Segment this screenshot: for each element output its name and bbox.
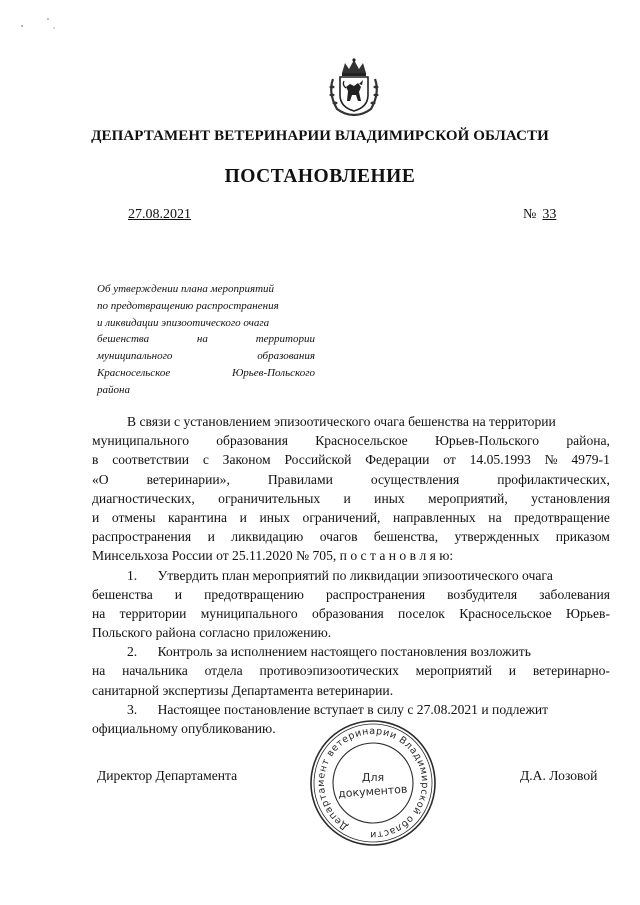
subject-word: бешенства [97, 333, 150, 346]
body-word: Красносельское [315, 433, 408, 449]
body-line [92, 585, 610, 604]
body-word: образования [312, 605, 384, 621]
body-word: приказом [555, 529, 610, 545]
document-type: ПОСТАНОВЛЕНИЕ [224, 166, 416, 187]
body-line [92, 623, 610, 642]
body-word: в [92, 452, 99, 468]
body-word: ограничений, [302, 509, 381, 525]
body-word: территории [119, 605, 187, 621]
document-number [523, 207, 556, 223]
body-word: на [92, 605, 106, 621]
body-word: иных [374, 490, 405, 506]
seal-center-line2: документов [337, 782, 408, 801]
body-line [92, 681, 610, 700]
body-word: от [443, 452, 456, 468]
body-word: Юрьев- [566, 605, 610, 621]
body-word: официальному опубликованию. [92, 721, 276, 736]
signature-position: Директор Департамента [97, 768, 238, 783]
body-word: противоэпизоотических [259, 663, 399, 679]
body-word: на [92, 663, 106, 679]
coat-of-arms-icon [325, 57, 383, 117]
body-word: профилактических, [497, 471, 610, 487]
body-word: 3. Настоящее постановление вступает в силу с 27.08.2021 и подлежит [127, 701, 549, 717]
official-seal [308, 718, 438, 848]
body-word: отмены [111, 509, 156, 525]
subject-word: территории [255, 333, 315, 346]
seal-center-line1: Для [361, 771, 385, 784]
body-word: заболевания [539, 586, 610, 602]
subject-line [97, 382, 315, 399]
body-word: начальника [122, 663, 188, 679]
body-word: и [239, 509, 247, 525]
body-line [92, 508, 610, 527]
body-word: района, [566, 433, 610, 449]
body-word: Правилами [267, 471, 333, 487]
scan-specks [18, 16, 58, 30]
subject-line [97, 315, 315, 332]
body-word: и [92, 509, 100, 525]
body-line [92, 470, 610, 489]
body-word: санитарной экспертизы Департамента ветеринарии. [92, 682, 394, 698]
subject-word: муниципального [97, 350, 173, 363]
subject-line [97, 298, 315, 315]
document-body [92, 412, 610, 738]
body-word: 2. Контроль за исполнением настоящего постановления возложить [127, 644, 531, 660]
signatory-name: Д.А. Лозовой [520, 768, 598, 783]
body-word: Красносельское [459, 605, 552, 621]
subject-word: по предотвращению распространения [97, 299, 279, 312]
body-word: и [343, 490, 351, 506]
body-word: распространения [325, 586, 426, 602]
body-word: ограничительных [218, 490, 321, 506]
body-word: диагностических, [92, 490, 195, 506]
body-word: установления [531, 490, 610, 506]
body-word: образования [216, 433, 288, 449]
body-word: ветеринарии», [146, 471, 230, 487]
subject-word: образования [257, 350, 315, 363]
body-line [92, 661, 610, 680]
body-line [92, 642, 610, 661]
body-word: очагов [319, 529, 358, 545]
body-word: «О [92, 471, 109, 487]
body-line [92, 604, 610, 623]
body-word: с [202, 452, 209, 468]
subject-word: на [196, 333, 208, 346]
body-word: соответствии [112, 452, 190, 468]
document-subject [97, 281, 315, 399]
body-word: отдела [204, 663, 243, 679]
body-word: Минсельхоза России от 25.11.2020 № 705, п о с т а н о в л я ю: [92, 548, 454, 564]
body-line [92, 489, 610, 508]
body-word: предотвращение [514, 509, 610, 525]
body-word: возбудителя [447, 586, 518, 602]
body-word: муниципального [200, 605, 298, 621]
body-line [92, 546, 610, 565]
body-word: на [488, 509, 502, 525]
subject-word: района [97, 383, 130, 396]
document-date: 27.08.2021 [128, 207, 191, 222]
body-line [92, 527, 610, 546]
body-word: распространения [92, 529, 192, 545]
subject-line [97, 348, 315, 365]
body-word: направленных [392, 509, 476, 525]
body-word: и [174, 586, 183, 602]
body-word: Федерации [365, 452, 430, 468]
body-word: муниципального [92, 433, 190, 449]
body-word: Юрьев-Польского [434, 433, 540, 449]
subject-word: и ликвидации эпизоотического очага [97, 316, 270, 329]
body-word: и [207, 529, 215, 545]
body-line [92, 412, 610, 431]
body-word: мероприятий, [428, 490, 508, 506]
body-word: предотвращению [204, 586, 304, 602]
body-word: В связи с установлением эпизоотического очага бешенства на территории [127, 414, 556, 429]
body-word: и [508, 663, 517, 679]
body-word: утвержденных [454, 529, 540, 545]
body-word: Польского района согласно приложению. [92, 625, 332, 641]
body-line [92, 431, 610, 450]
number-value: 33 [542, 207, 557, 222]
body-word: бешенства, [373, 529, 439, 545]
body-line [92, 566, 610, 585]
subject-word: Красносельское [97, 366, 171, 379]
body-word: поселок [398, 605, 445, 621]
number-label: № [523, 207, 537, 222]
subject-line [97, 365, 315, 382]
body-word: ликвидацию [231, 529, 304, 545]
body-line [92, 450, 610, 469]
body-word: карантина [168, 509, 228, 525]
body-word: ветеринарно- [532, 663, 610, 679]
body-word: бешенства [92, 586, 153, 602]
body-word: 1. Утвердить план мероприятий по ликвидации эпизоотического очага [127, 567, 553, 583]
body-word: Законом [222, 452, 271, 468]
body-word: № [544, 452, 558, 468]
body-line [92, 700, 610, 719]
body-word: мероприятий [415, 663, 492, 679]
subject-word: Об утверждении плана мероприятий [97, 283, 275, 295]
body-word: осуществления [370, 471, 460, 487]
subject-line [97, 281, 315, 298]
body-word: 14.05.1993 [469, 452, 531, 468]
subject-word: Юрьев-Польского [231, 366, 315, 379]
subject-line [97, 331, 315, 348]
body-word: 4979-1 [571, 452, 610, 468]
body-word: Российской [284, 452, 352, 468]
department-title: ДЕПАРТАМЕНТ ВЕТЕРИНАРИИ ВЛАДИМИРСКОЙ ОБЛАСТИ [91, 128, 549, 144]
body-word: иных [259, 509, 290, 525]
seal-ring-text: Департамент ветеринарии Владимирской области [315, 725, 431, 841]
